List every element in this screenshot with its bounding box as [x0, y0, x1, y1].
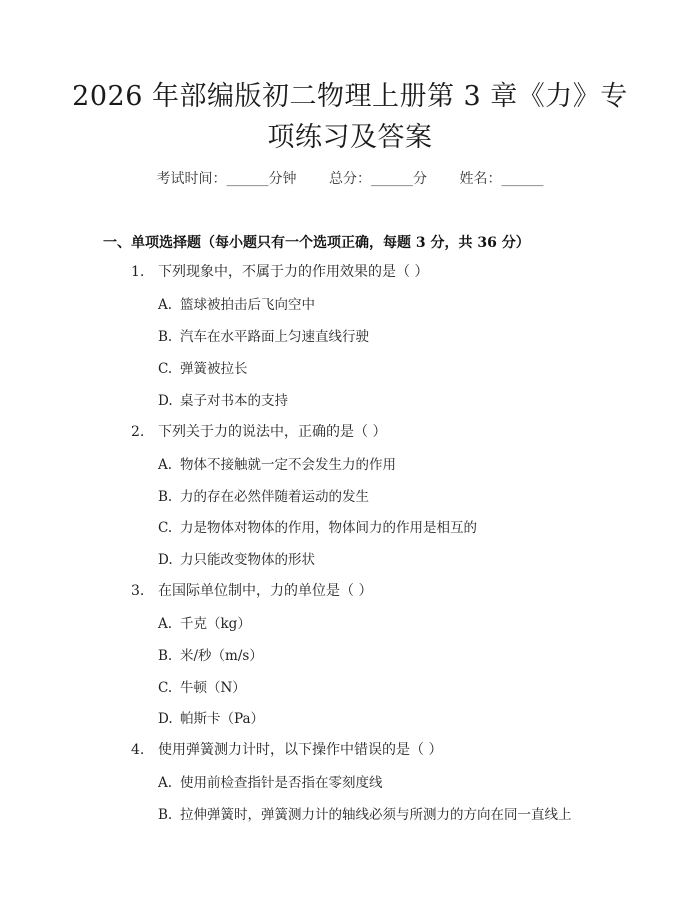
option-text: 力是物体对物体的作用，物体间力的作用是相互的 [180, 520, 477, 536]
option-text: 力只能改变物体的形状 [180, 552, 315, 568]
option-letter: B. [158, 807, 173, 823]
option-text: 千克（kg） [180, 616, 251, 632]
option-text: 桌子对书本的支持 [180, 393, 288, 409]
option-letter: B. [158, 329, 173, 345]
question-2 [131, 421, 386, 441]
option-text: 牛顿（N） [180, 680, 246, 696]
option-letter: C. [158, 520, 173, 536]
question-text: 在国际单位制中，力的单位是（ ） [158, 583, 373, 599]
question-text: 下列现象中，不属于力的作用效果的是（ ） [158, 264, 429, 280]
section-heading: 一、单项选择题（每小题只有一个选项正确，每题 3 分，共 36 分） [103, 235, 530, 251]
option-1c [158, 357, 248, 377]
question-3 [131, 580, 372, 600]
option-text: 帕斯卡（Pa） [180, 711, 265, 727]
student-name-field: 姓名：______ [459, 171, 544, 187]
option-text: 篮球被拍击后飞向空中 [180, 297, 315, 313]
option-1b [158, 325, 369, 345]
question-number: 2. [131, 424, 145, 440]
document-title [0, 76, 700, 158]
option-text: 拉伸弹簧时，弹簧测力计的轴线必须与所测力的方向在同一直线上 [180, 807, 572, 823]
exam-time-field: 考试时间：______分钟 [156, 171, 297, 187]
question-1 [131, 261, 428, 281]
option-letter: A. [158, 297, 173, 313]
option-2d [158, 548, 315, 568]
option-1d [158, 389, 288, 409]
option-3d [158, 707, 264, 727]
question-number: 3. [131, 583, 145, 599]
question-text: 使用弹簧测力计时，以下操作中错误的是（ ） [158, 742, 443, 758]
option-text: 物体不接触就一定不会发生力的作用 [180, 457, 396, 473]
option-letter: A. [158, 775, 173, 791]
option-letter: C. [158, 680, 173, 696]
option-letter: C. [158, 361, 173, 377]
total-score-field: 总分：______分 [329, 171, 427, 187]
option-letter: A. [158, 457, 173, 473]
option-letter: B. [158, 489, 173, 505]
option-4a [158, 771, 383, 791]
option-text: 弹簧被拉长 [180, 361, 248, 377]
title-line-1: 2026 年部编版初二物理上册第 3 章《力》专 [72, 81, 628, 112]
option-letter: A. [158, 616, 173, 632]
option-3b [158, 644, 263, 664]
option-letter: B. [158, 648, 173, 664]
option-letter: D. [158, 711, 173, 727]
option-text: 使用前检查指针是否指在零刻度线 [180, 775, 383, 791]
question-4 [131, 739, 442, 759]
option-letter: D. [158, 552, 173, 568]
option-1a [158, 293, 315, 313]
exam-meta [0, 168, 700, 188]
option-text: 力的存在必然伴随着运动的发生 [180, 489, 369, 505]
option-2a [158, 453, 396, 473]
option-letter: D. [158, 393, 173, 409]
option-3a [158, 612, 251, 632]
option-4b [158, 803, 572, 823]
title-line-2: 项练习及答案 [267, 122, 433, 153]
option-2c [158, 516, 477, 536]
option-text: 汽车在水平路面上匀速直线行驶 [180, 329, 369, 345]
option-2b [158, 485, 369, 505]
option-3c [158, 676, 246, 696]
question-number: 1. [131, 264, 145, 280]
question-text: 下列关于力的说法中，正确的是（ ） [158, 424, 387, 440]
question-number: 4. [131, 742, 145, 758]
option-text: 米/秒（m/s） [180, 648, 263, 664]
